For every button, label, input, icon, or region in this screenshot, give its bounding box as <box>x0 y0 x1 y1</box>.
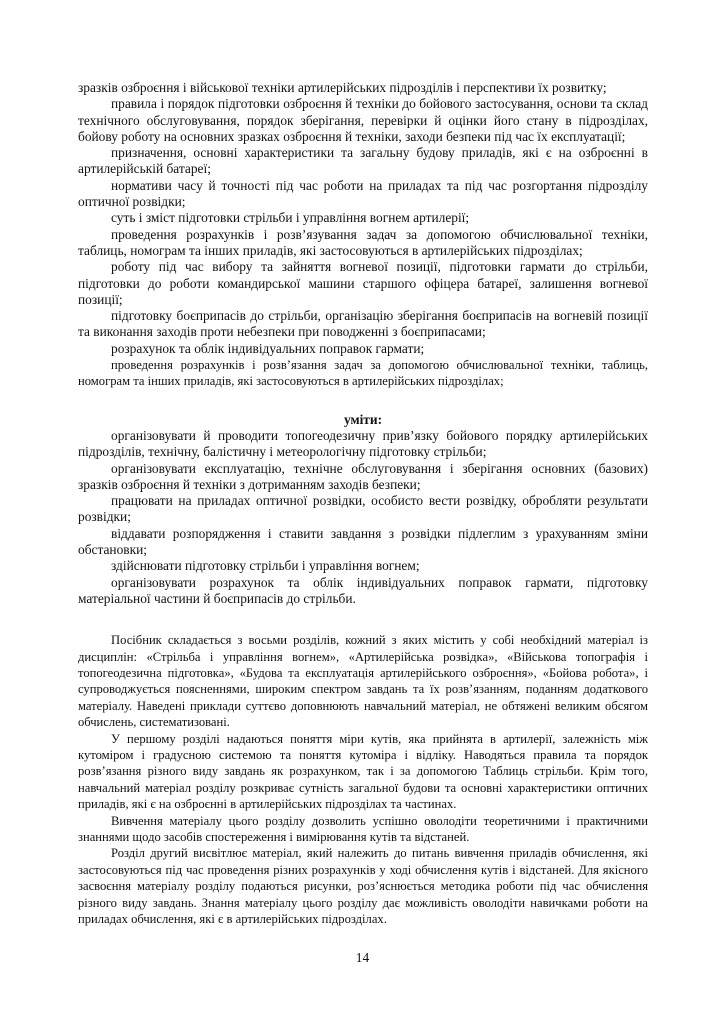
list-item: організовувати експлуатацію, технічне обслуговування і зберігання основних (базових) зразків озброєння й техніки з дотриманням заходів безпеки; <box>78 460 648 492</box>
knowledge-list <box>78 80 648 390</box>
list-item: роботу під час вибору та зайняття вогневої позиції, підготовки гармати до стрільби, підготовки до роботи командирської машини старшого офіцера батареї, залишення вогневої позиції; <box>78 259 648 307</box>
list-item: зразків озброєння і військової техніки артилерійських підрозділів і перспективи їх розвитку; <box>78 80 607 95</box>
list-item: розрахунок та облік індивідуальних поправок гармати; <box>111 340 425 356</box>
paragraph: У першому розділі надаються поняття міри кутів, яка прийнята в артилерії, залежність між кутоміром і градусною системою та поняття кутоміра і відліку. Наводяться правила та порядок розв’язання різного виду завдань як розрахунком, так і за допомогою Таблиць стрільби. Крім того, навчальний матеріал розділу розкриває сутність загальної будови та основні характеристики оптичних приладів, які є на озброєнні в артилерійських підрозділах та частинах. <box>78 731 648 812</box>
list-item: нормативи часу й точності під час роботи на приладах та під час розгортання підрозділу оптичної розвідки; <box>78 177 648 210</box>
list-item: організовувати й проводити топогеодезичну прив’язку бойового порядку артилерійських підрозділів, технічну, балістичну і метеорологічну підготовку стрільби; <box>78 427 648 460</box>
list-item: віддавати розпорядження і ставити завдання з розвідки підлеглим з урахуванням зміни обстановки; <box>78 525 648 558</box>
skills-list <box>78 428 648 607</box>
list-item: підготовку боєприпасів до стрільби, організацію зберігання боєприпасів на вогневій позиції та виконання заходів проти небезпеки при поводженні з боєприпасами; <box>78 308 648 340</box>
page-number: 14 <box>355 950 370 965</box>
list-item: проведення розрахунків і розв’язування задач за допомогою обчислювальної техніки, таблиць, номограм та інших приладів, які застосовуються в артилерійських підрозділах; <box>78 226 648 258</box>
list-item: проведення розрахунків і розв’язання задач за допомогою обчислювальної техніки, таблиць, номограм та інших приладів, які застосовуються в артилерійських підрозділах; <box>78 358 648 389</box>
list-item: суть і зміст підготовки стрільби і управління вогнем артилерії; <box>111 210 470 226</box>
list-item: здійснювати підготовку стрільби і управління вогнем; <box>111 558 420 574</box>
paragraph: Вивчення матеріалу цього розділу дозволить успішно оволодіти теоретичними і практичними знаннями щодо засобів спостереження і вимірювання кутів та відстаней. <box>78 813 648 845</box>
list-item: призначення, основні характеристики та загальну будову приладів, які є на озброєнні в артилерійській батареї; <box>78 145 648 177</box>
section-gap <box>78 607 648 632</box>
list-item: працювати на приладах оптичної розвідки, особисто вести розвідку, обробляти результати розвідки; <box>78 493 648 525</box>
page-content <box>78 80 648 928</box>
paragraph: Розділ другий висвітлює матеріал, який належить до питань вивчення приладів обчислення, які застосовуються під час проведення різних розрахунків у ході обчислення кутів і відстаней. Для якісного засвоєння матеріалу розділу подаються рисунки, роз’яснюється методика роботи під час обчислення різного виду завдань. Знання матеріалу цього розділу дає можливість оволодіти навичками роботи на приладах обчислення, які є в артилерійських підрозділах. <box>78 846 648 927</box>
list-item: правила і порядок підготовки озброєння й техніки до бойового застосування, основи та склад технічного обслуговування, порядок зберігання, перевірки й оцінки його стану в підрозділах, бойову роботу на основних зразках озброєння й техніки, заходи безпеки під час їх експлуатації; <box>78 96 648 144</box>
paragraph: Посібник складається з восьми розділів, кожний з яких містить у собі необхідний матеріал із дисциплін: «Стрільба і управління вогнем», «Артилерійська розвідка», «Військова топографія і топогеодезична підготовка», «Будова та експлуатація артилерійського озброєння», «Бойова робота», і супроводжується поясненнями, широким спектром завдань та їх розв’язанням, поданням додаткового матеріалу. Наведені приклади суттєво доповнюють навчальний матеріал, не обтяжені великим обсягом обчислень, систематизовані. <box>78 633 648 730</box>
intro-section <box>78 632 648 927</box>
list-item: організовувати розрахунок та облік індивідуальних поправок гармати, підготовку матеріальної частини й боєприпасів до стрільби. <box>78 574 648 606</box>
skills-heading: уміти: <box>343 411 383 427</box>
